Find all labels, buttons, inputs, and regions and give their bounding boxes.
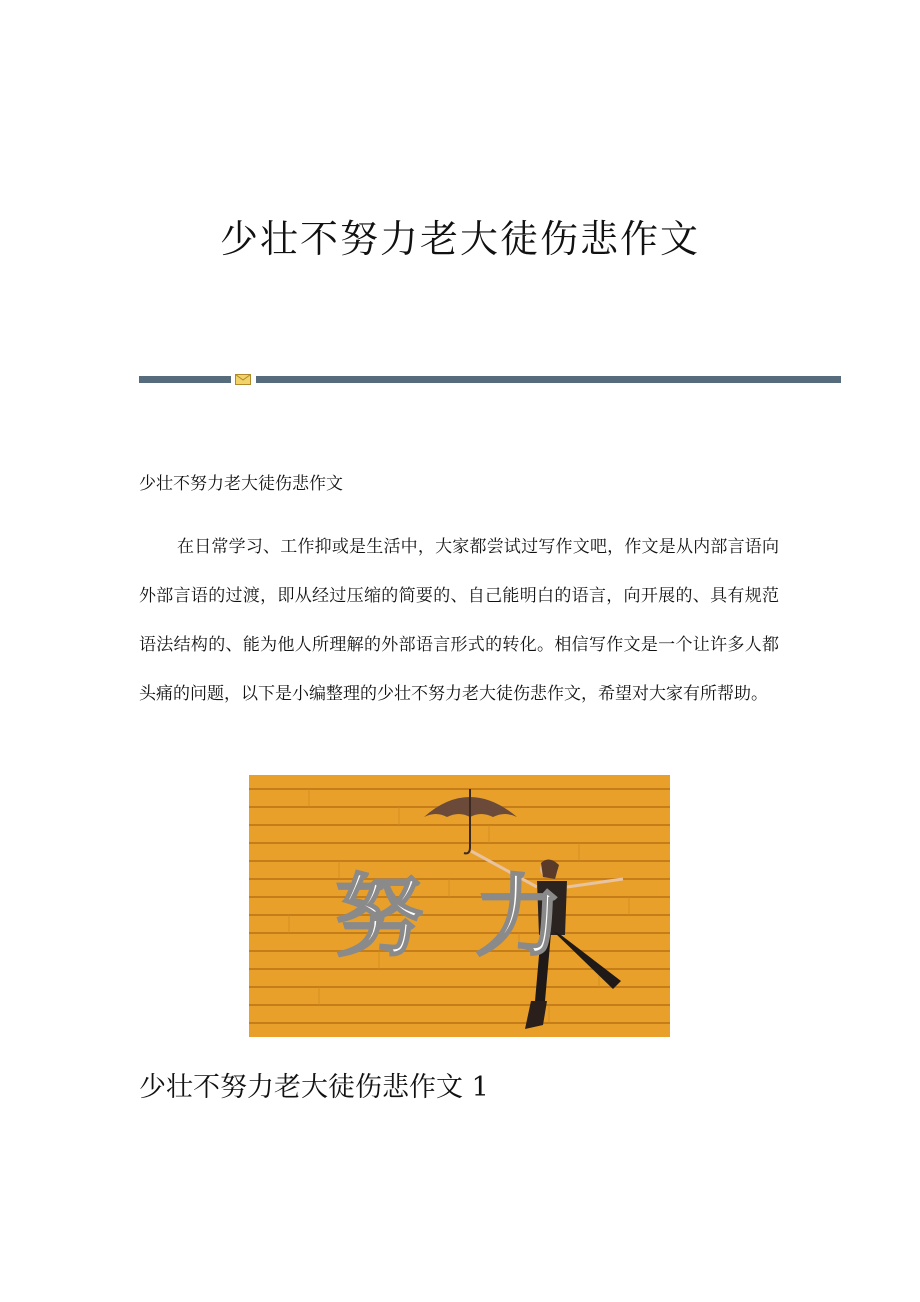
- document-subtitle: 少壮不努力老大徒伤悲作文: [139, 474, 343, 494]
- figure-character-2: 力: [474, 865, 564, 968]
- divider-bar-left: [139, 376, 231, 383]
- section-heading: 少壮不努力老大徒伤悲作文 1: [139, 1072, 489, 1103]
- illustration-graphic: [249, 775, 670, 1037]
- page-title: 少壮不努力老大徒伤悲作文: [219, 217, 700, 261]
- intro-paragraph: 在日常学习、工作抑或是生活中，大家都尝试过写作文吧，作文是从内部言语向外部言语的过渡，即从经过压缩的简要的、自己能明白的语言，向开展的、具有规范语法结构的、能为他人所理解的外部语言形式的转化。相信写作文是一个让许多人都头痛的问题，以下是小编整理的少壮不努力老大徒伤悲作文，希望对大家有所帮助。: [139, 537, 779, 704]
- figure-character-1: 努: [334, 865, 424, 968]
- divider-bar-right: [256, 376, 841, 383]
- illustration-image: [249, 775, 670, 1037]
- section-divider: [139, 374, 841, 386]
- envelope-icon: [235, 374, 251, 385]
